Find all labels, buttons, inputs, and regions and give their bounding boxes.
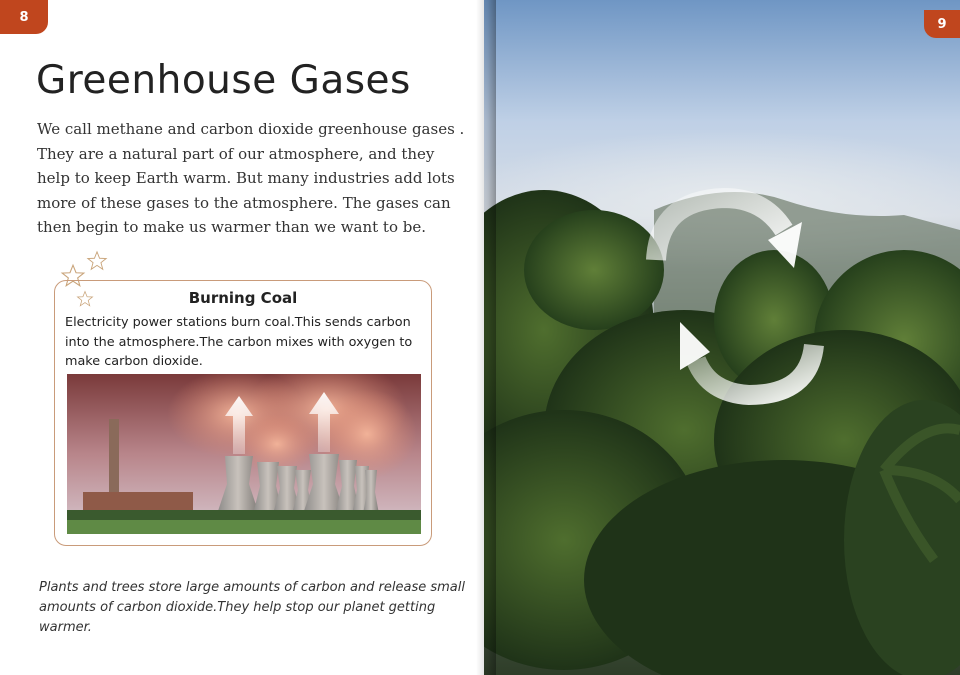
intro-paragraph: We call methane and carbon dioxide greenhouse gases . They are a natural part of our atmosphere, and they help to keep Earth warm. But many industries add lots more of these gases to the atmosphere. The gases can then begin to make us warmer than we want to be. (37, 120, 465, 236)
caption: Plants and trees store large amounts of carbon and release small amounts of carbon dioxide.They help stop our planet getting warmer. (39, 580, 465, 635)
burning-coal-callout (54, 280, 432, 546)
page-number-right: 9 (924, 10, 960, 38)
page-number-left: 8 (0, 0, 48, 34)
star-icon (86, 250, 108, 272)
callout-text: Electricity power stations burn coal.This sends carbon into the atmosphere.The carbon mixes with oxygen to make carbon dioxide. (65, 315, 413, 369)
page-title: Greenhouse Gases (36, 58, 411, 103)
power-station-illustration (67, 374, 421, 534)
rainforest-photo (484, 0, 960, 675)
power-station-photo (67, 374, 421, 534)
right-page (484, 0, 960, 675)
book-spine-shadow (476, 0, 496, 675)
callout-title: Burning Coal (188, 289, 298, 307)
